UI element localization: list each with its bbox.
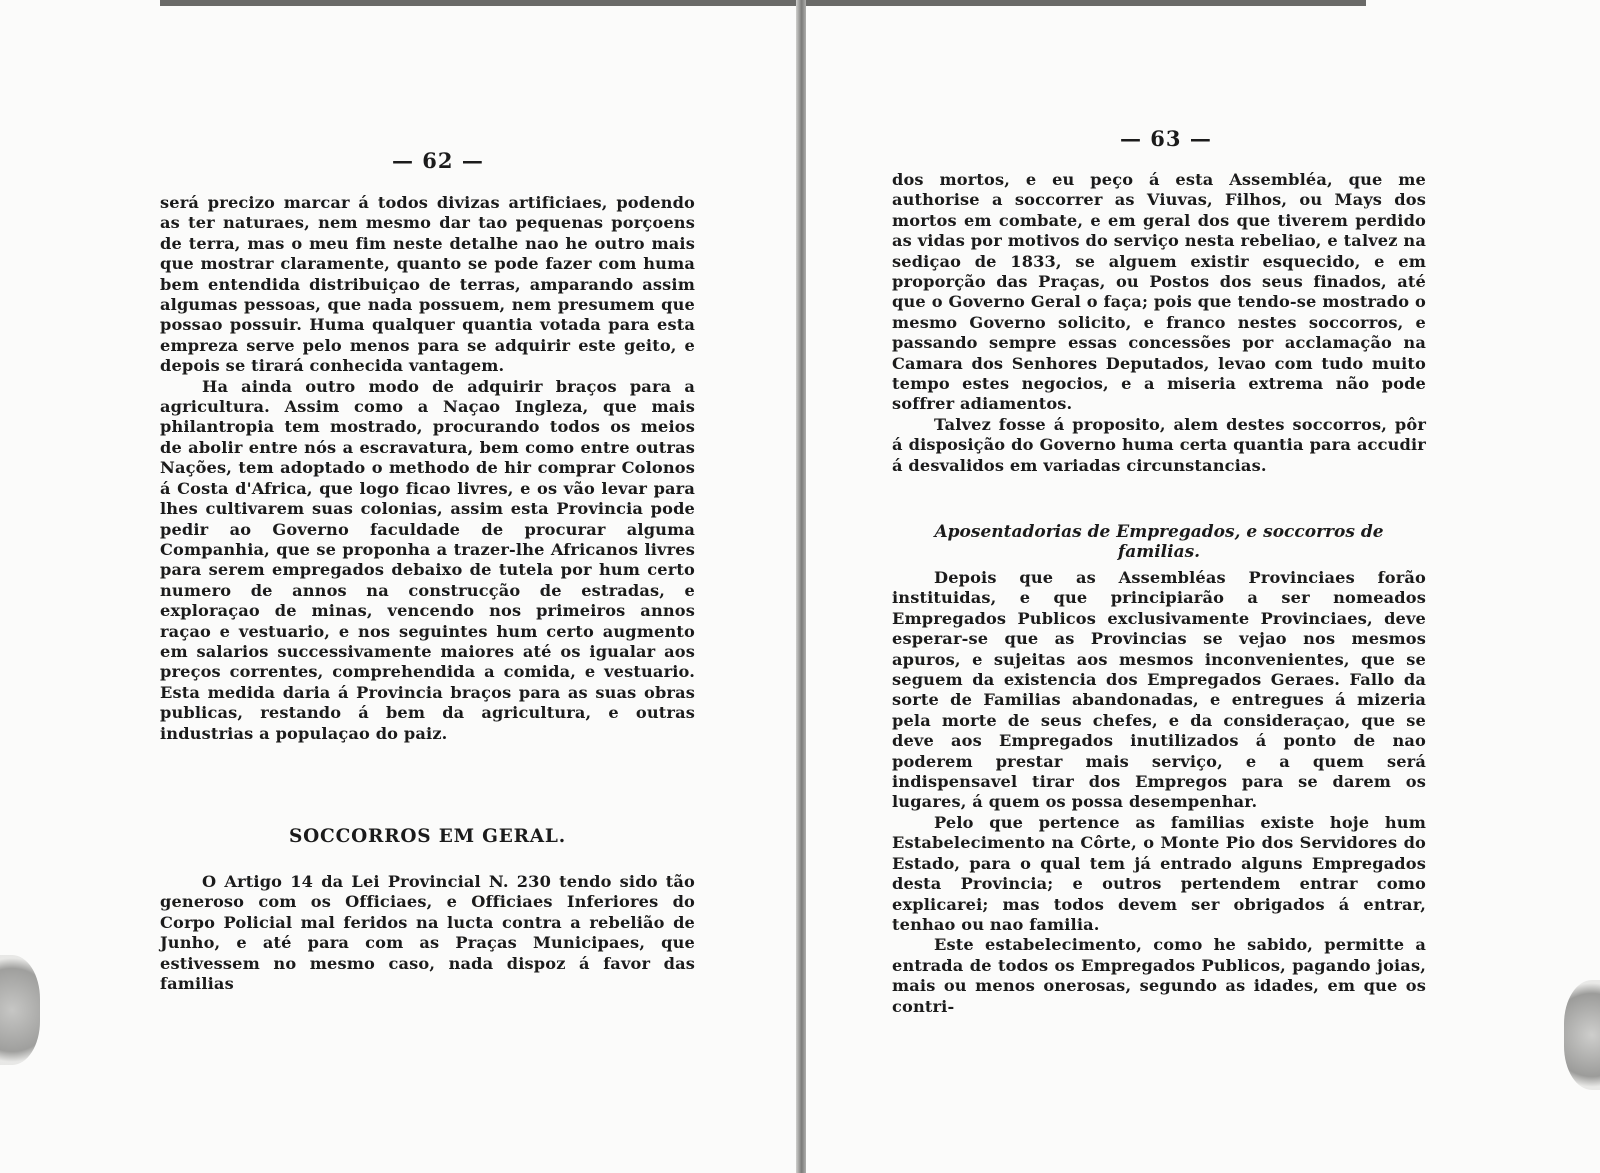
right-text-block <box>892 170 1426 476</box>
page-number-62: — 62 — <box>392 148 484 173</box>
right-page <box>806 0 1600 1173</box>
right-paragraph-4: Pelo que pertence as familias existe hoje hum Estabelecimento na Côrte, o Monte Pio dos Servidores do Estado, para o qual tem já entrado alguns Empregados desta Provincia; e outros pertendem entrar como explicarei; mas todos devem ser obrigados á entrar, tenhao ou nao familia. <box>892 812 1426 934</box>
left-text-block <box>160 193 695 744</box>
right-paragraph-2: Talvez fosse á proposito, alem destes soccorros, pôr á disposição do Governo huma certa quantia para accudir á desvalidos em variadas circunstancias. <box>892 414 1426 475</box>
right-paragraph-5: Este estabelecimento, como he sabido, permitte a entrada de todos os Empregados Publicos, pagando joias, mais ou menos onerosas, segundo as idades, em que os contri- <box>892 935 1426 1016</box>
left-paragraph-2: Ha ainda outro modo de adquirir braços para a agricultura. Assim como a Naçao Ingleza, que mais philantropia tem mostrado, procurando todos os meios de abolir entre nós a escravatura, bem como entre outras Nações, tem adoptado o methodo de hir comprar Colonos á Costa d'Africa, que logo ficao livres, e os vão levar para lhes cultivarem suas colonias, assim esta Provincia pode pedir ao Governo faculdade de procurar alguma Companhia, que se proponha a trazer-lhe Africanos livres para serem empregados debaixo de tutela por hum certo numero de annos na construcção de estradas, e exploraçao de minas, vencendo nos primeiros annos raçao e vestuario, e nos seguintes hum certo augmento em salarios successivamente maiores até os igualar aos preços correntes, comprehendida a comida, e vestuario. Esta medida daria á Provincia braços para as suas obras publicas, restando á bem da agricultura, e outras industrias a populaçao do paiz. <box>160 376 695 743</box>
top-shadow <box>160 0 800 6</box>
right-paragraph-1: dos mortos, e eu peço á esta Assembléa, que me authorise a soccorrer as Viuvas, Filhos, ou Mays dos mortos em combate, e em geral dos que tiverem perdido as vidas por motivos do serviço nesta rebeliao, e talvez na sediçao de 1833, se alguem existir esquecido, e em proporção das Praças, ou Postos dos seus finados, até que o Governo Geral o faça; pois que tendo-se mostrado o mesmo Governo solicito, e franco nestes soccorros, e passando sempre essas concessões por acclamação na Camara dos Senhores Deputados, levao com tudo muito tempo estes negocios, e a miseria extrema não pode soffrer adiamentos. <box>892 170 1426 414</box>
right-paragraph-3: Depois que as Assembléas Provinciaes forão instituidas, e que principiarão a ser nomeados Empregados Publicos exclusivamente Provinciaes, deve esperar-se que as Provincias se vejao nos mesmos apuros, e sujeitas aos mesmos inconvenientes, que se seguem da existencia dos Empregados Geraes. Fallo da sorte de Familias abandonadas, e entregues á mizeria pela morte de seus chefes, e da consideraçao, que se deve aos Empregados inutilizados á ponto de nao poderem prestar mais serviço, e a quem será indispensavel tirar dos Empregos para se darem os lugares, á quem os possa desempenhar. <box>892 568 1426 812</box>
right-text-block-2 <box>892 568 1426 1017</box>
thumb-shadow-left <box>0 955 40 1065</box>
left-paragraph-1: será precizo marcar á todos divizas artificiaes, podendo as ter naturaes, nem mesmo dar tao pequenas porçoens de terra, mas o meu fim neste detalhe nao he outro mais que mostrar claramente, quanto se pode fazer com huma bem entendida distribuiçao de terras, amparando assim algumas pessoas, que nada possuem, nem presumem que possao possuir. Huma qualquer quantia votada para esta empreza serve pelo menos para se adquirir este geito, e depois se tirará conhecida vantagem. <box>160 193 695 376</box>
thumb-shadow-right <box>1564 980 1600 1090</box>
top-shadow-right <box>806 0 1366 6</box>
left-text-block-2 <box>160 872 695 994</box>
section-heading-soccorros: SOCCORROS EM GERAL. <box>288 826 566 847</box>
section-heading-aposentadorias: Aposentadorias de Empregados, e soccorros de familias. <box>934 522 1384 562</box>
left-paragraph-3: O Artigo 14 da Lei Provincial N. 230 tendo sido tão generoso com os Officiaes, e Officiaes Inferiores do Corpo Policial mal feridos na lucta contra a rebelião de Junho, e até para com as Praças Municipaes, que estivessem no mesmo caso, nada dispoz á favor das familias <box>160 872 695 994</box>
page-number-63: — 63 — <box>1120 126 1212 151</box>
